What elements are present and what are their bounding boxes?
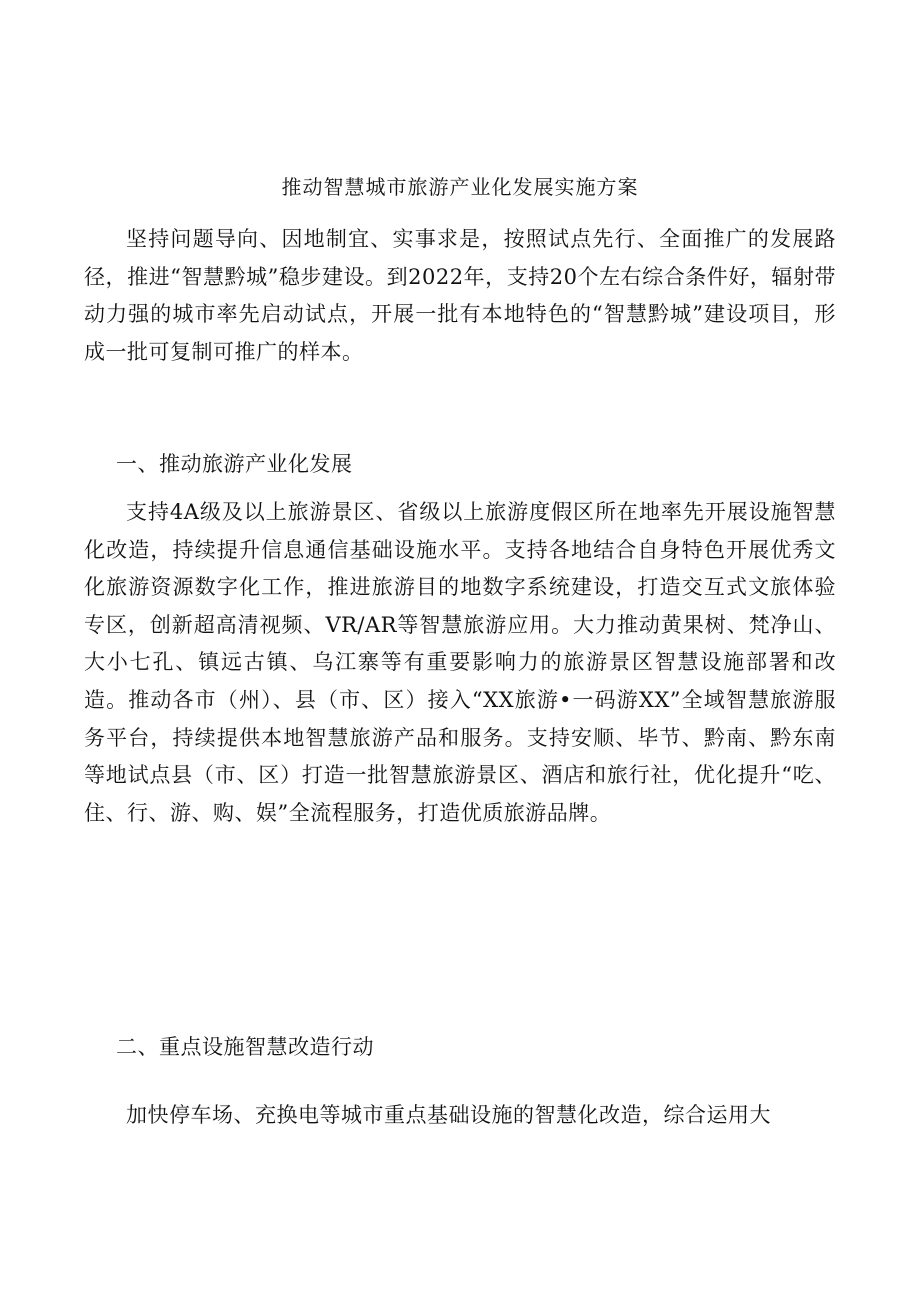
document-title: 推动智慧城市旅游产业化发展实施方案	[281, 175, 639, 199]
section-heading-2: 二、重点设施智慧改造行动	[116, 1035, 374, 1059]
section-1-paragraph: 支持4A级及以上旅游景区、省级以上旅游度假区所在地率先开展设施智慧化改造，持续提升信息通信基础设施水平。支持各地结合自身特色开展优秀文化旅游资源数字化工作，推进旅游目的地数字系统建设，打造交互式文旅体验专区，创新超高清视频、VR/AR等智慧旅游应用。大力推动黄果树、梵净山、大小七孔、镇远古镇、乌江寨等有重要影响力的旅游景区智慧设施部署和改造。推动各市（州）、县（市、区）接入“XX旅游•一码游XX”全域智慧旅游服务平台，持续提供本地智慧旅游产品和服务。支持安顺、毕节、黔南、黔东南等地试点县（市、区）打造一批智慧旅游景区、酒店和旅行社，优化提升“吃、住、行、游、购、娱”全流程服务，打造优质旅游品牌。	[84, 500, 836, 825]
section-heading-1: 一、推动旅游产业化发展	[116, 452, 353, 476]
section-2-paragraph: 加快停车场、充换电等城市重点基础设施的智慧化改造，综合运用大	[126, 1103, 771, 1127]
intro-paragraph: 坚持问题导向、因地制宜、实事求是，按照试点先行、全面推广的发展路径，推进“智慧黔城”稳步建设。到2022年，支持20个左右综合条件好，辐射带动力强的城市率先启动试点，开展一批有本地特色的“智慧黔城”建设项目，形成一批可复制可推广的样本。	[84, 227, 836, 364]
